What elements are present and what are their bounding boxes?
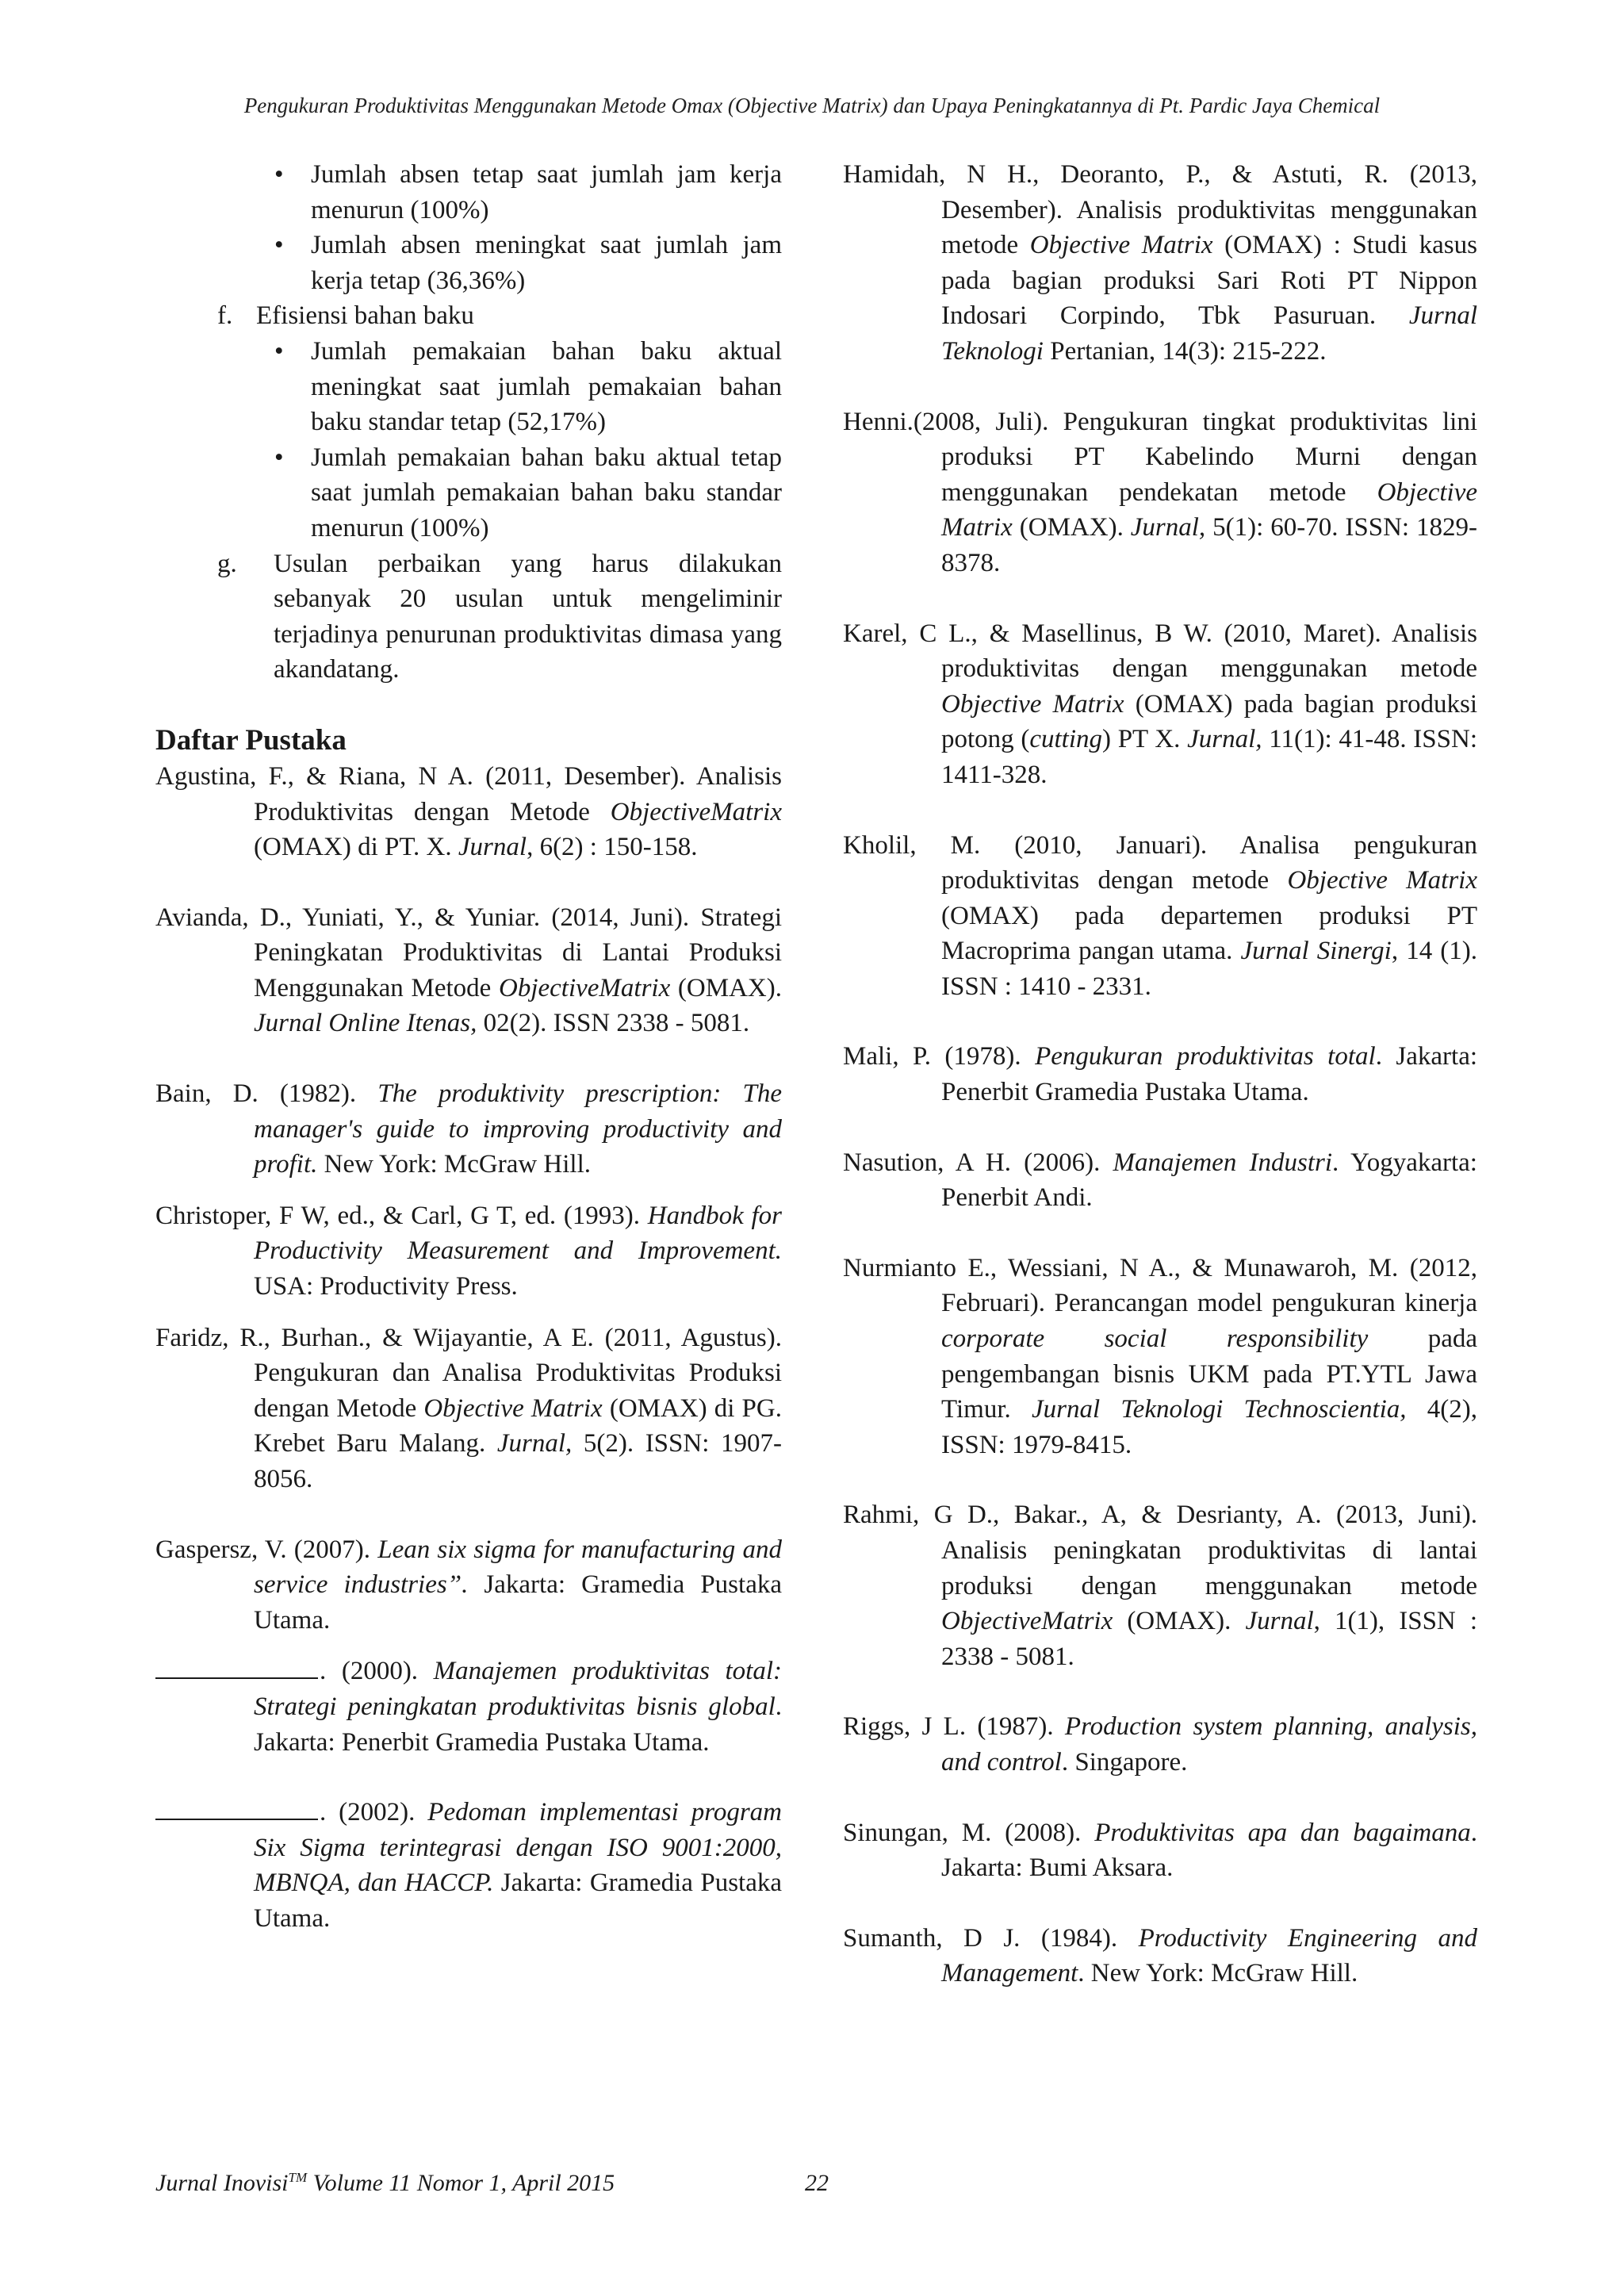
reference-entry: Agustina, F., & Riana, N A. (2011, Desember). Analisis Produktivitas dengan Metode ObjectiveMatrix (OMAX) di PT. X. Jurnal, 6(2) : 150-158. — [155, 761, 782, 862]
reference-entry: Christoper, F W, ed., & Carl, G T, ed. (1993). Handbok for Productivity Measurement and Improvement. USA: Productivity Press. — [155, 1201, 782, 1301]
reference-entry: Sumanth, D J. (1984). Productivity Engineering and Management. New York: McGraw Hill. — [843, 1923, 1477, 1988]
bullet-icon: • — [274, 336, 284, 366]
section-title-references: Daftar Pustaka — [155, 723, 347, 757]
running-head: Pengukuran Produktivitas Menggunakan Metode Omax (Objective Matrix) dan Upaya Peningkatannya di Pt. Pardic Jaya Chemical — [243, 94, 1381, 117]
reference-entry: Karel, C L., & Masellinus, B W. (2010, Maret). Analisis produktivitas dengan menggunakan metode Objective Matrix (OMAX) pada bagian produksi potong (cutting) PT X. Jurnal, 11(1): 41-48. ISSN: 1411-328. — [843, 619, 1477, 789]
bullet-item: • Jumlah pemakaian bahan baku aktual meningkat saat jumlah pemakaian bahan baku standar tetap (52,17%) — [155, 334, 782, 440]
reference-entry: Rahmi, G D., Bakar., A, & Desrianty, A. (2013, Juni). Analisis peningkatan produktivitas di lantai produksi dengan menggunakan metode ObjectiveMatrix (OMAX). Jurnal, 1(1), ISSN : 2338 - 5081. — [843, 1501, 1477, 1671]
bullet-icon: • — [274, 443, 284, 472]
reference-entry: Riggs, J L. (1987). Production system planning, analysis, and control. Singapore. — [843, 1712, 1478, 1777]
reference-entry: Kholil, M. (2010, Januari). Analisa pengukuran produktivitas dengan metode Objective Matrix (OMAX) pada departemen produksi PT Macroprima pangan utama. Jurnal Sinergi, 14 (1). ISSN : 1410 - 2331. — [843, 830, 1478, 1001]
bullet-icon: • — [274, 231, 284, 260]
reference-entry: Faridz, R., Burhan., & Wijayantie, A E. (2011, Agustus). Pengukuran dan Analisa Produktivitas Produksi dengan Metode Objective Matrix (OMAX) di PG. Krebet Baru Malang. Jurnal, 5(2). ISSN: 1907-8056. — [155, 1323, 782, 1493]
bullet-item: • Jumlah absen meningkat saat jumlah jam kerja tetap (36,36%) — [155, 228, 782, 298]
reference-entry: Nasution, A H. (2006). Manajemen Industri. Yogyakarta: Penerbit Andi. — [843, 1148, 1477, 1213]
reference-entry: Hamidah, N H., Deoranto, P., & Astuti, R. (2013, Desember). Analisis produktivitas menggunakan metode Objective Matrix (OMAX) : Studi kasus pada bagian produksi Sari Roti PT Nippon Indosari Corpindo, Tbk Pasuruan. Jurnal Teknologi Pertanian, 14(3): 215-222. — [843, 160, 1477, 366]
bullet-item: • Jumlah pemakaian bahan baku aktual tetap saat jumlah pemakaian bahan baku standar menurun (100%) — [155, 440, 782, 546]
reference-entry: . (2002). Pedoman implementasi program Six Sigma terintegrasi dengan ISO 9001:2000, MBNQA, dan HACCP. Jakarta: Gramedia Pustaka Utama. — [155, 1795, 782, 1936]
reference-entry: Mali, P. (1978). Pengukuran produktivitas total. Jakarta: Penerbit Gramedia Pustaka Utama. — [843, 1042, 1478, 1107]
reference-entry: Avianda, D., Yuniati, Y., & Yuniar. (2014, Juni). Strategi Peningkatan Produktivitas di Lantai Produksi Menggunakan Metode ObjectiveMatrix (OMAX). Jurnal Online Itenas, 02(2). ISSN 2338 - 5081. — [155, 903, 782, 1038]
reference-entry: . (2000). Manajemen produktivitas total: Strategi peningkatan produktivitas bisnis global. Jakarta: Penerbit Gramedia Pustaka Utama. — [155, 1654, 782, 1760]
right-column — [843, 157, 1477, 1991]
page-number: 22 — [805, 2170, 829, 2196]
footer-journal: Jurnal Inovisi™ Volume 11 Nomor 1, April 2015 — [155, 2170, 615, 2196]
bullet-item: • Jumlah absen tetap saat jumlah jam kerja menurun (100%) — [155, 157, 782, 228]
list-item-g: g. Usulan perbaikan yang harus dilakukan sebanyak 20 usulan untuk mengeliminir terjadinya penurunan produktivitas dimasa yang akandatang. — [217, 549, 782, 684]
reference-entry: Gaspersz, V. (2007). Lean six sigma for manufacturing and service industries”. Jakarta: Gramedia Pustaka Utama. — [155, 1535, 782, 1635]
bullet-icon: • — [274, 160, 284, 189]
reference-entry: Bain, D. (1982). The produktivity prescription: The manager's guide to improving productivity and profit. New York: McGraw Hill. — [155, 1079, 782, 1179]
reference-entry: Sinungan, M. (2008). Produktivitas apa dan bagaimana. Jakarta: Bumi Aksara. — [843, 1818, 1477, 1883]
list-item-f: f. Efisiensi bahan baku — [217, 301, 474, 331]
reference-entry: Henni.(2008, Juli). Pengukuran tingkat produktivitas lini produksi PT Kabelindo Murni dengan menggunakan pendekatan metode Objective Matrix (OMAX). Jurnal, 5(1): 60-70. ISSN: 1829-8378. — [843, 407, 1477, 577]
author-repeat-line — [155, 1654, 318, 1679]
author-repeat-line — [155, 1795, 318, 1820]
reference-entry: Nurmianto E., Wessiani, N A., & Munawaroh, M. (2012, Februari). Perancangan model pengukuran kinerja corporate social responsibility pada pengembangan bisnis UKM pada PT.YTL Jawa Timur. Jurnal Teknologi Technoscientia, 4(2), ISSN: 1979-8415. — [843, 1253, 1478, 1459]
left-column — [155, 157, 782, 1937]
